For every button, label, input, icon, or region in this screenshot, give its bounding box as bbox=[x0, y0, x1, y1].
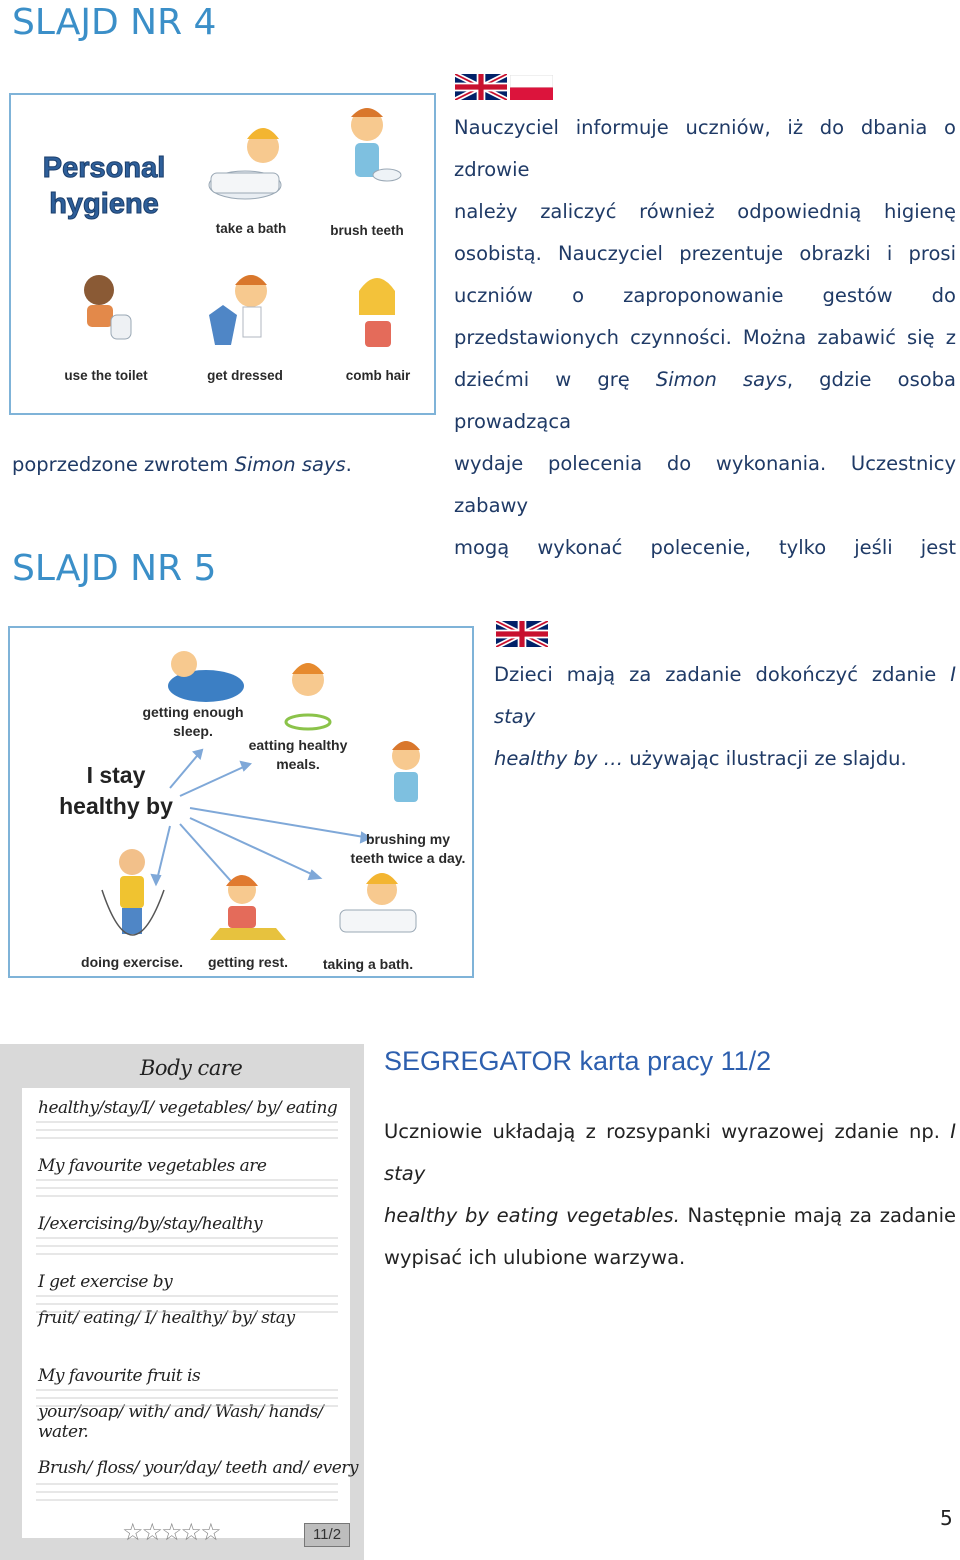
label-exercise: doing exercise. bbox=[81, 954, 183, 970]
worksheet-line-7: your/soap/ with/ and/ Wash/ hands/ water. bbox=[38, 1402, 324, 1442]
worksheet-line-3: I/exercising/by/stay/healthy bbox=[38, 1214, 263, 1234]
label-brush-teeth: brush teeth bbox=[330, 223, 404, 238]
segregator-line3: wypisać ich ulubione warzywa. bbox=[384, 1246, 686, 1269]
slide4-line1: Nauczyciel informuje uczniów, iż do dbania o zdrowie bbox=[454, 116, 956, 181]
uk-flag-icon bbox=[496, 621, 548, 647]
slide4-line3: osobistą. Nauczyciel prezentuje obrazki i prosi bbox=[454, 242, 956, 265]
worksheet-line-4: I get exercise by bbox=[38, 1272, 173, 1292]
slide4-paragraph bbox=[454, 107, 956, 569]
worksheet-image bbox=[0, 1044, 364, 1560]
slide4-line6: dziećmi w grę Simon says, gdzie osoba prowadząca bbox=[454, 368, 956, 433]
label-meals-2: meals. bbox=[276, 756, 320, 772]
worksheet-line-2: My favourite vegetables are bbox=[38, 1156, 267, 1176]
pl-flag-icon bbox=[510, 75, 553, 100]
label-sleep-2: sleep. bbox=[173, 723, 213, 739]
worksheet-ruled-lines bbox=[26, 1118, 344, 1528]
page-number: 5 bbox=[940, 1506, 953, 1530]
slide4-line7: wydaje polecenia do wykonania. Uczestnicy zabawy bbox=[454, 452, 956, 517]
label-take-a-bath: take a bath bbox=[215, 221, 287, 236]
slide5-title-line1: I stay bbox=[86, 762, 146, 788]
slide5-line1: Dzieci mają za zadanie dokończyć zdanie I stay bbox=[494, 663, 956, 728]
label-comb-hair: comb hair bbox=[345, 368, 411, 383]
slide-title-line2: hygiene bbox=[49, 188, 159, 220]
slide5-heading: SLAJD NR 5 bbox=[12, 548, 217, 589]
stay-healthy-slide-image bbox=[8, 626, 474, 978]
worksheet-line-6: My favourite fruit is bbox=[38, 1366, 201, 1386]
slide-title-line1: Personal bbox=[42, 152, 166, 184]
worksheet-code: 11/2 bbox=[304, 1523, 350, 1547]
segregator-line2: healthy by eating vegetables. Następnie mają za zadanie bbox=[384, 1204, 956, 1227]
slide4-line8: mogą wykonać polecenie, tylko jeśli jest bbox=[454, 536, 956, 559]
label-teeth-2: teeth twice a day. bbox=[350, 850, 466, 866]
worksheet-line-8: Brush/ floss/ your/day/ teeth and/ every bbox=[38, 1458, 358, 1478]
slide5-paragraph bbox=[494, 654, 956, 780]
worksheet-title: Body care bbox=[140, 1056, 243, 1080]
label-get-dressed: get dressed bbox=[207, 368, 283, 383]
hygiene-illustrations bbox=[11, 95, 434, 413]
segregator-line1: Uczniowie układają z rozsypanki wyrazowej zdanie np. I stay bbox=[384, 1120, 956, 1185]
segregator-heading: SEGREGATOR karta pracy 11/2 bbox=[384, 1046, 772, 1076]
label-meals-1: eatting healthy bbox=[248, 737, 348, 753]
worksheet-line-5: fruit/ eating/ I/ healthy/ by/ stay bbox=[38, 1308, 295, 1328]
label-use-the-toilet: use the toilet bbox=[64, 368, 148, 383]
label-rest: getting rest. bbox=[207, 954, 289, 970]
worksheet-stars-icon: ☆☆☆☆☆ bbox=[122, 1518, 220, 1546]
slide5-title-line2: healthy by bbox=[59, 793, 173, 819]
slide4-line2: należy zaliczyć również odpowiednią higienę bbox=[454, 200, 956, 223]
label-teeth-1: brushing my bbox=[365, 831, 450, 847]
uk-flag-icon bbox=[455, 74, 507, 100]
slide4-heading: SLAJD NR 4 bbox=[12, 2, 217, 43]
worksheet-line-1: healthy/stay/I/ vegetables/ by/ eating bbox=[38, 1098, 338, 1118]
personal-hygiene-slide-image bbox=[9, 93, 436, 415]
label-sleep-1: getting enough bbox=[142, 704, 244, 720]
segregator-paragraph bbox=[384, 1111, 956, 1279]
slide4-line5: przedstawionych czynności. Można zabawić się z bbox=[454, 326, 956, 349]
label-bath: taking a bath. bbox=[322, 956, 414, 972]
slide4-line9: poprzedzone zwrotem Simon says. bbox=[12, 453, 352, 476]
slide4-line4: uczniów o zaproponowanie gestów do bbox=[454, 284, 956, 307]
slide5-line2: healthy by … używając ilustracji ze slajdu. bbox=[494, 747, 907, 770]
